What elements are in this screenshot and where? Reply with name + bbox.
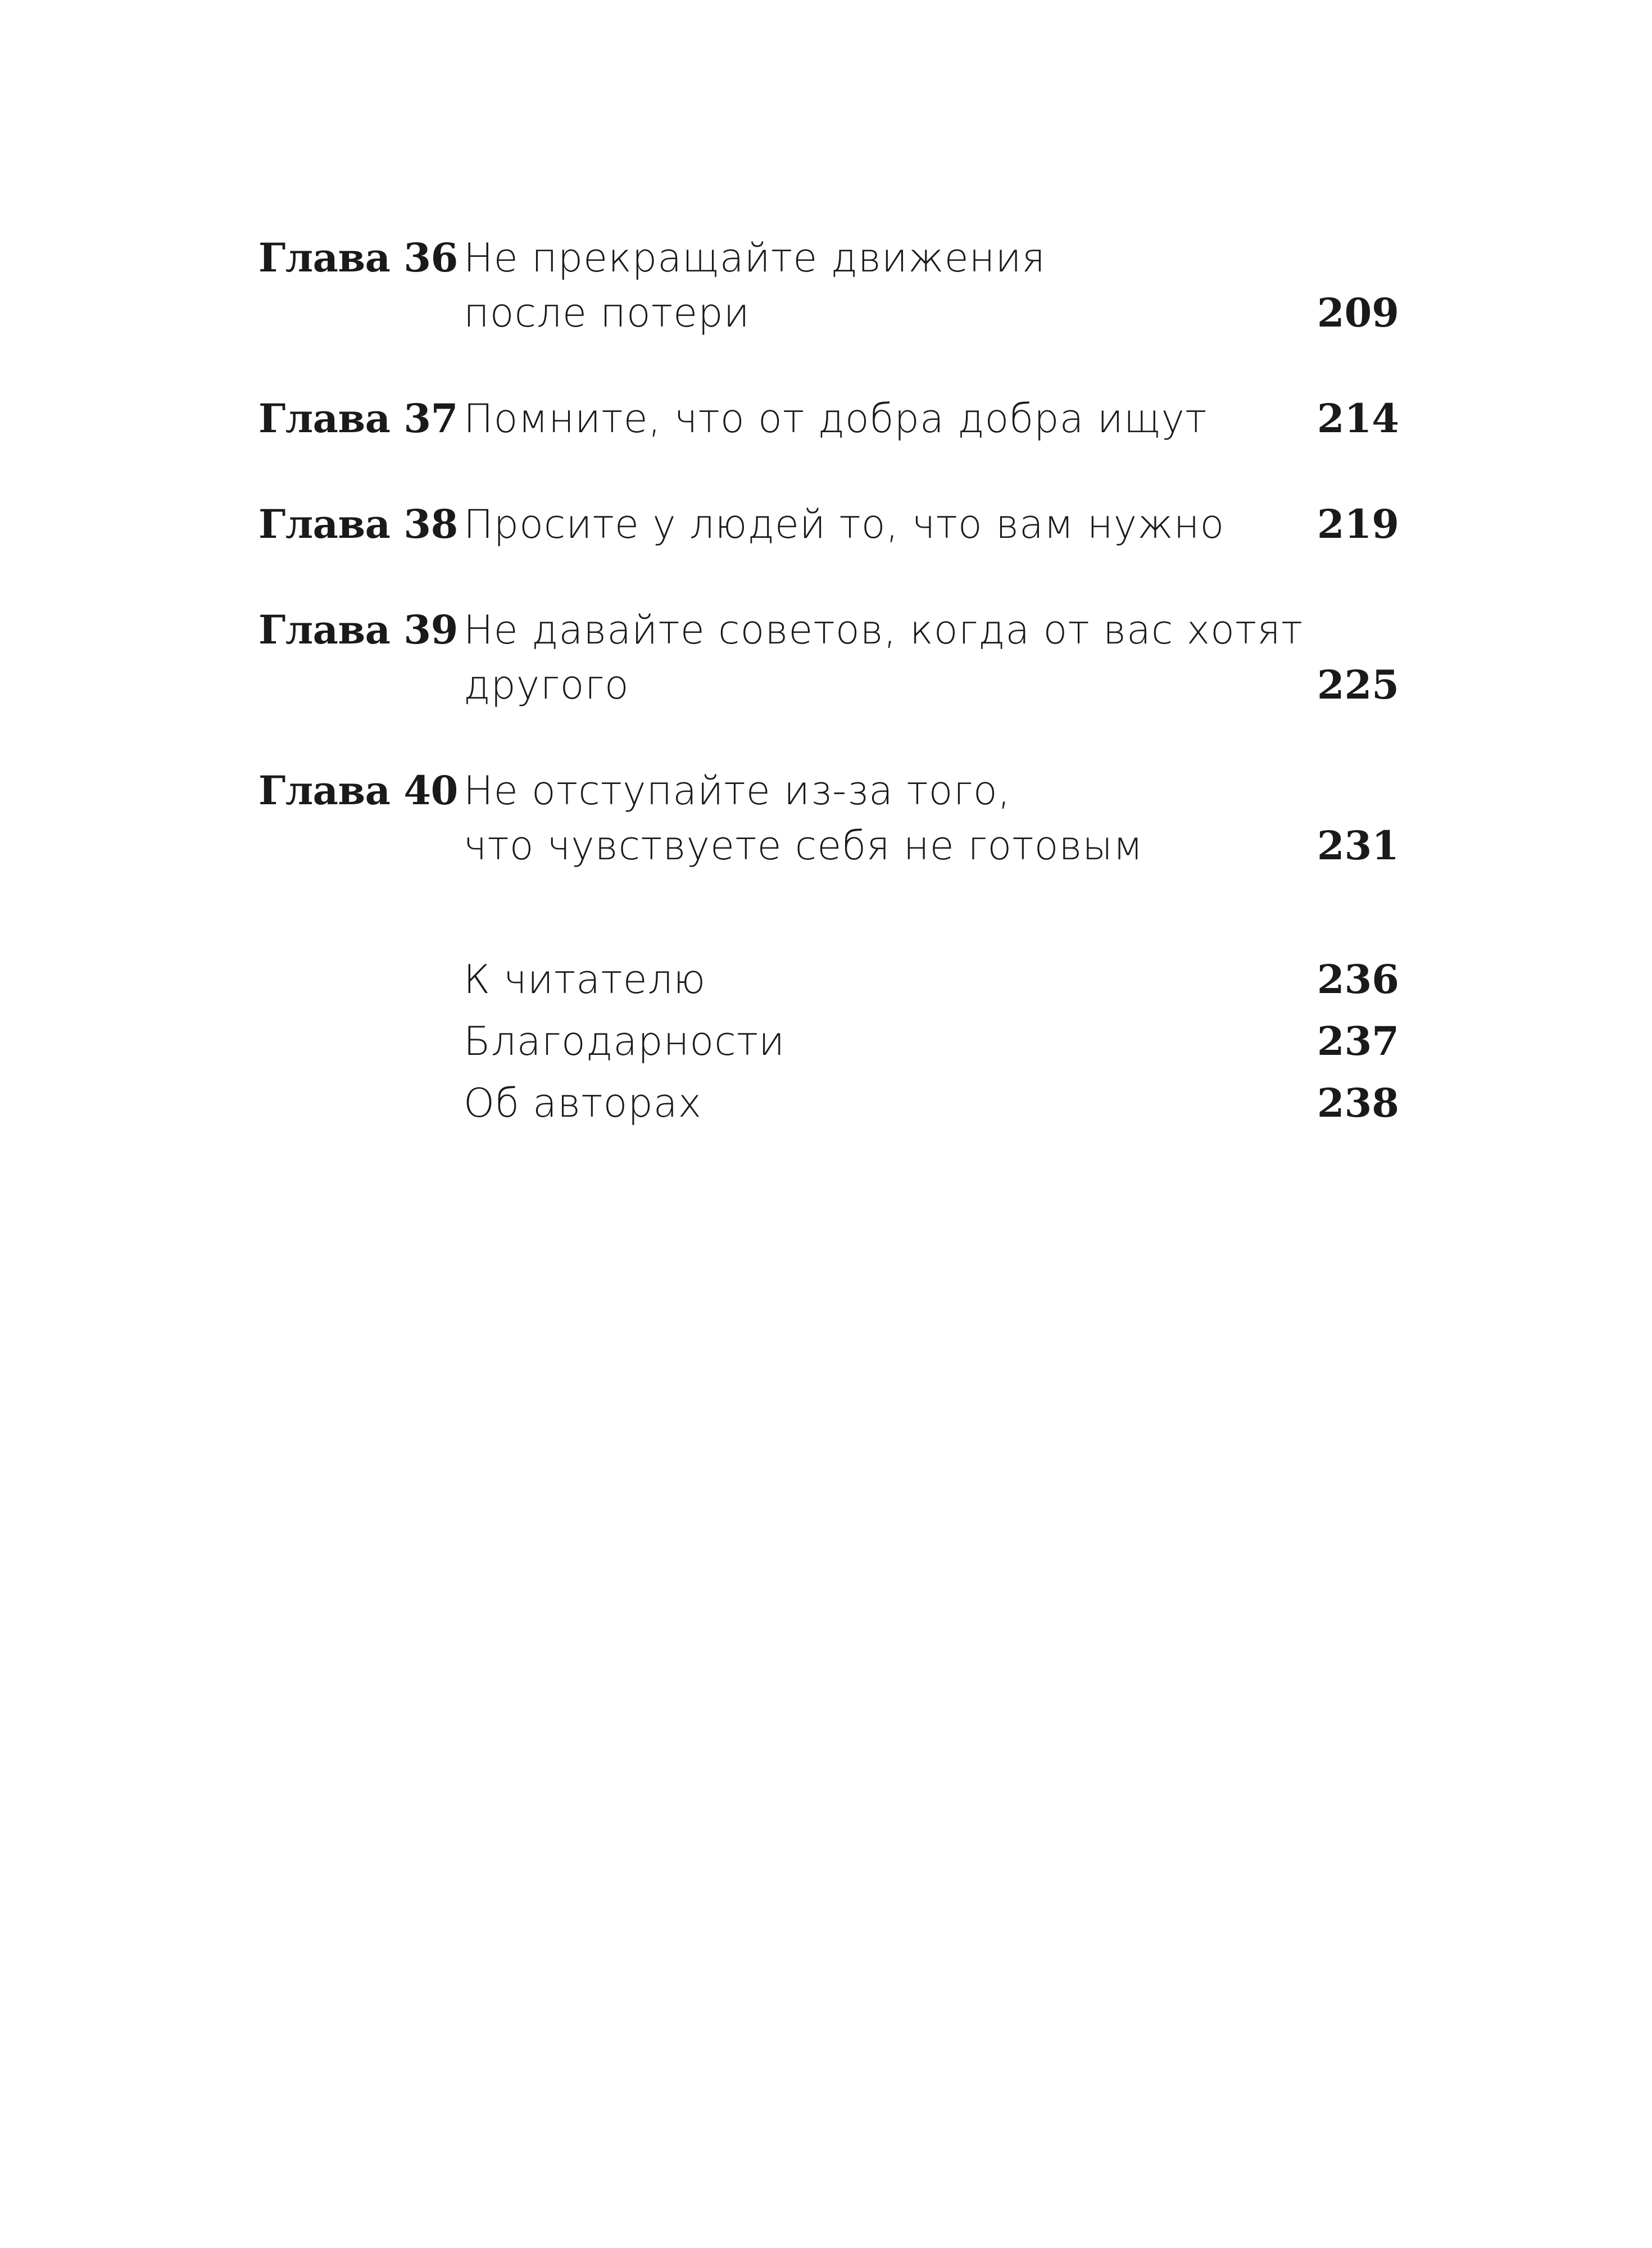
page-number: 214 <box>1317 395 1399 442</box>
toc-entry-chapter-37[interactable] <box>258 391 1399 446</box>
chapter-title-line: другого <box>464 662 629 708</box>
chapter-title-line: Просите у людей то, что вам нужно <box>464 501 1225 547</box>
toc-entry-chapter-36[interactable] <box>258 230 1399 341</box>
back-matter-title-line: Благодарности <box>464 1018 786 1064</box>
chapter-title <box>464 230 1315 341</box>
toc-entry-chapter-38[interactable] <box>258 497 1399 552</box>
page-number: 231 <box>1317 822 1399 869</box>
chapter-label: Глава 39 <box>258 606 458 653</box>
back-matter-title <box>464 1014 1315 1069</box>
toc-entry-about-authors[interactable] <box>258 1076 1399 1131</box>
toc-entry-chapter-39[interactable] <box>258 602 1399 713</box>
page-number: 219 <box>1317 501 1399 547</box>
chapter-title <box>464 391 1315 446</box>
chapter-title-line: что чувствуете себя не готовым <box>464 823 1143 869</box>
chapter-title <box>464 497 1315 552</box>
page-number: 237 <box>1317 1018 1399 1064</box>
back-matter-title-line: К читателю <box>464 957 706 1003</box>
page-number: 236 <box>1317 956 1399 1003</box>
chapter-title-line: Не давайте советов, когда от вас хотят <box>464 607 1304 653</box>
chapter-title <box>464 602 1315 713</box>
toc-entry-acknowledgements[interactable] <box>258 1014 1399 1069</box>
chapter-label: Глава 38 <box>258 501 458 547</box>
back-matter-title <box>464 1076 1315 1131</box>
chapter-label: Глава 40 <box>258 767 458 814</box>
toc-entry-chapter-40[interactable] <box>258 763 1399 873</box>
back-matter-list <box>258 952 1399 1131</box>
toc-entry-to-reader[interactable] <box>258 952 1399 1007</box>
page-number: 209 <box>1317 289 1399 336</box>
chapter-label: Глава 37 <box>258 395 458 442</box>
back-matter-title-line: Об авторах <box>464 1080 702 1126</box>
chapter-label: Глава 36 <box>258 234 458 281</box>
chapter-title-line: Не отступайте из-за того, <box>464 768 1011 814</box>
back-matter-title <box>464 952 1315 1007</box>
chapter-title-line: Не прекращайте движения <box>464 235 1046 281</box>
page-number: 225 <box>1317 661 1399 708</box>
chapter-title-line: Помните, что от добра добра ищут <box>464 396 1208 442</box>
table-of-contents <box>258 230 1399 1137</box>
page-number: 238 <box>1317 1080 1399 1126</box>
chapter-title <box>464 763 1315 873</box>
chapter-title-line: после потери <box>464 290 750 336</box>
